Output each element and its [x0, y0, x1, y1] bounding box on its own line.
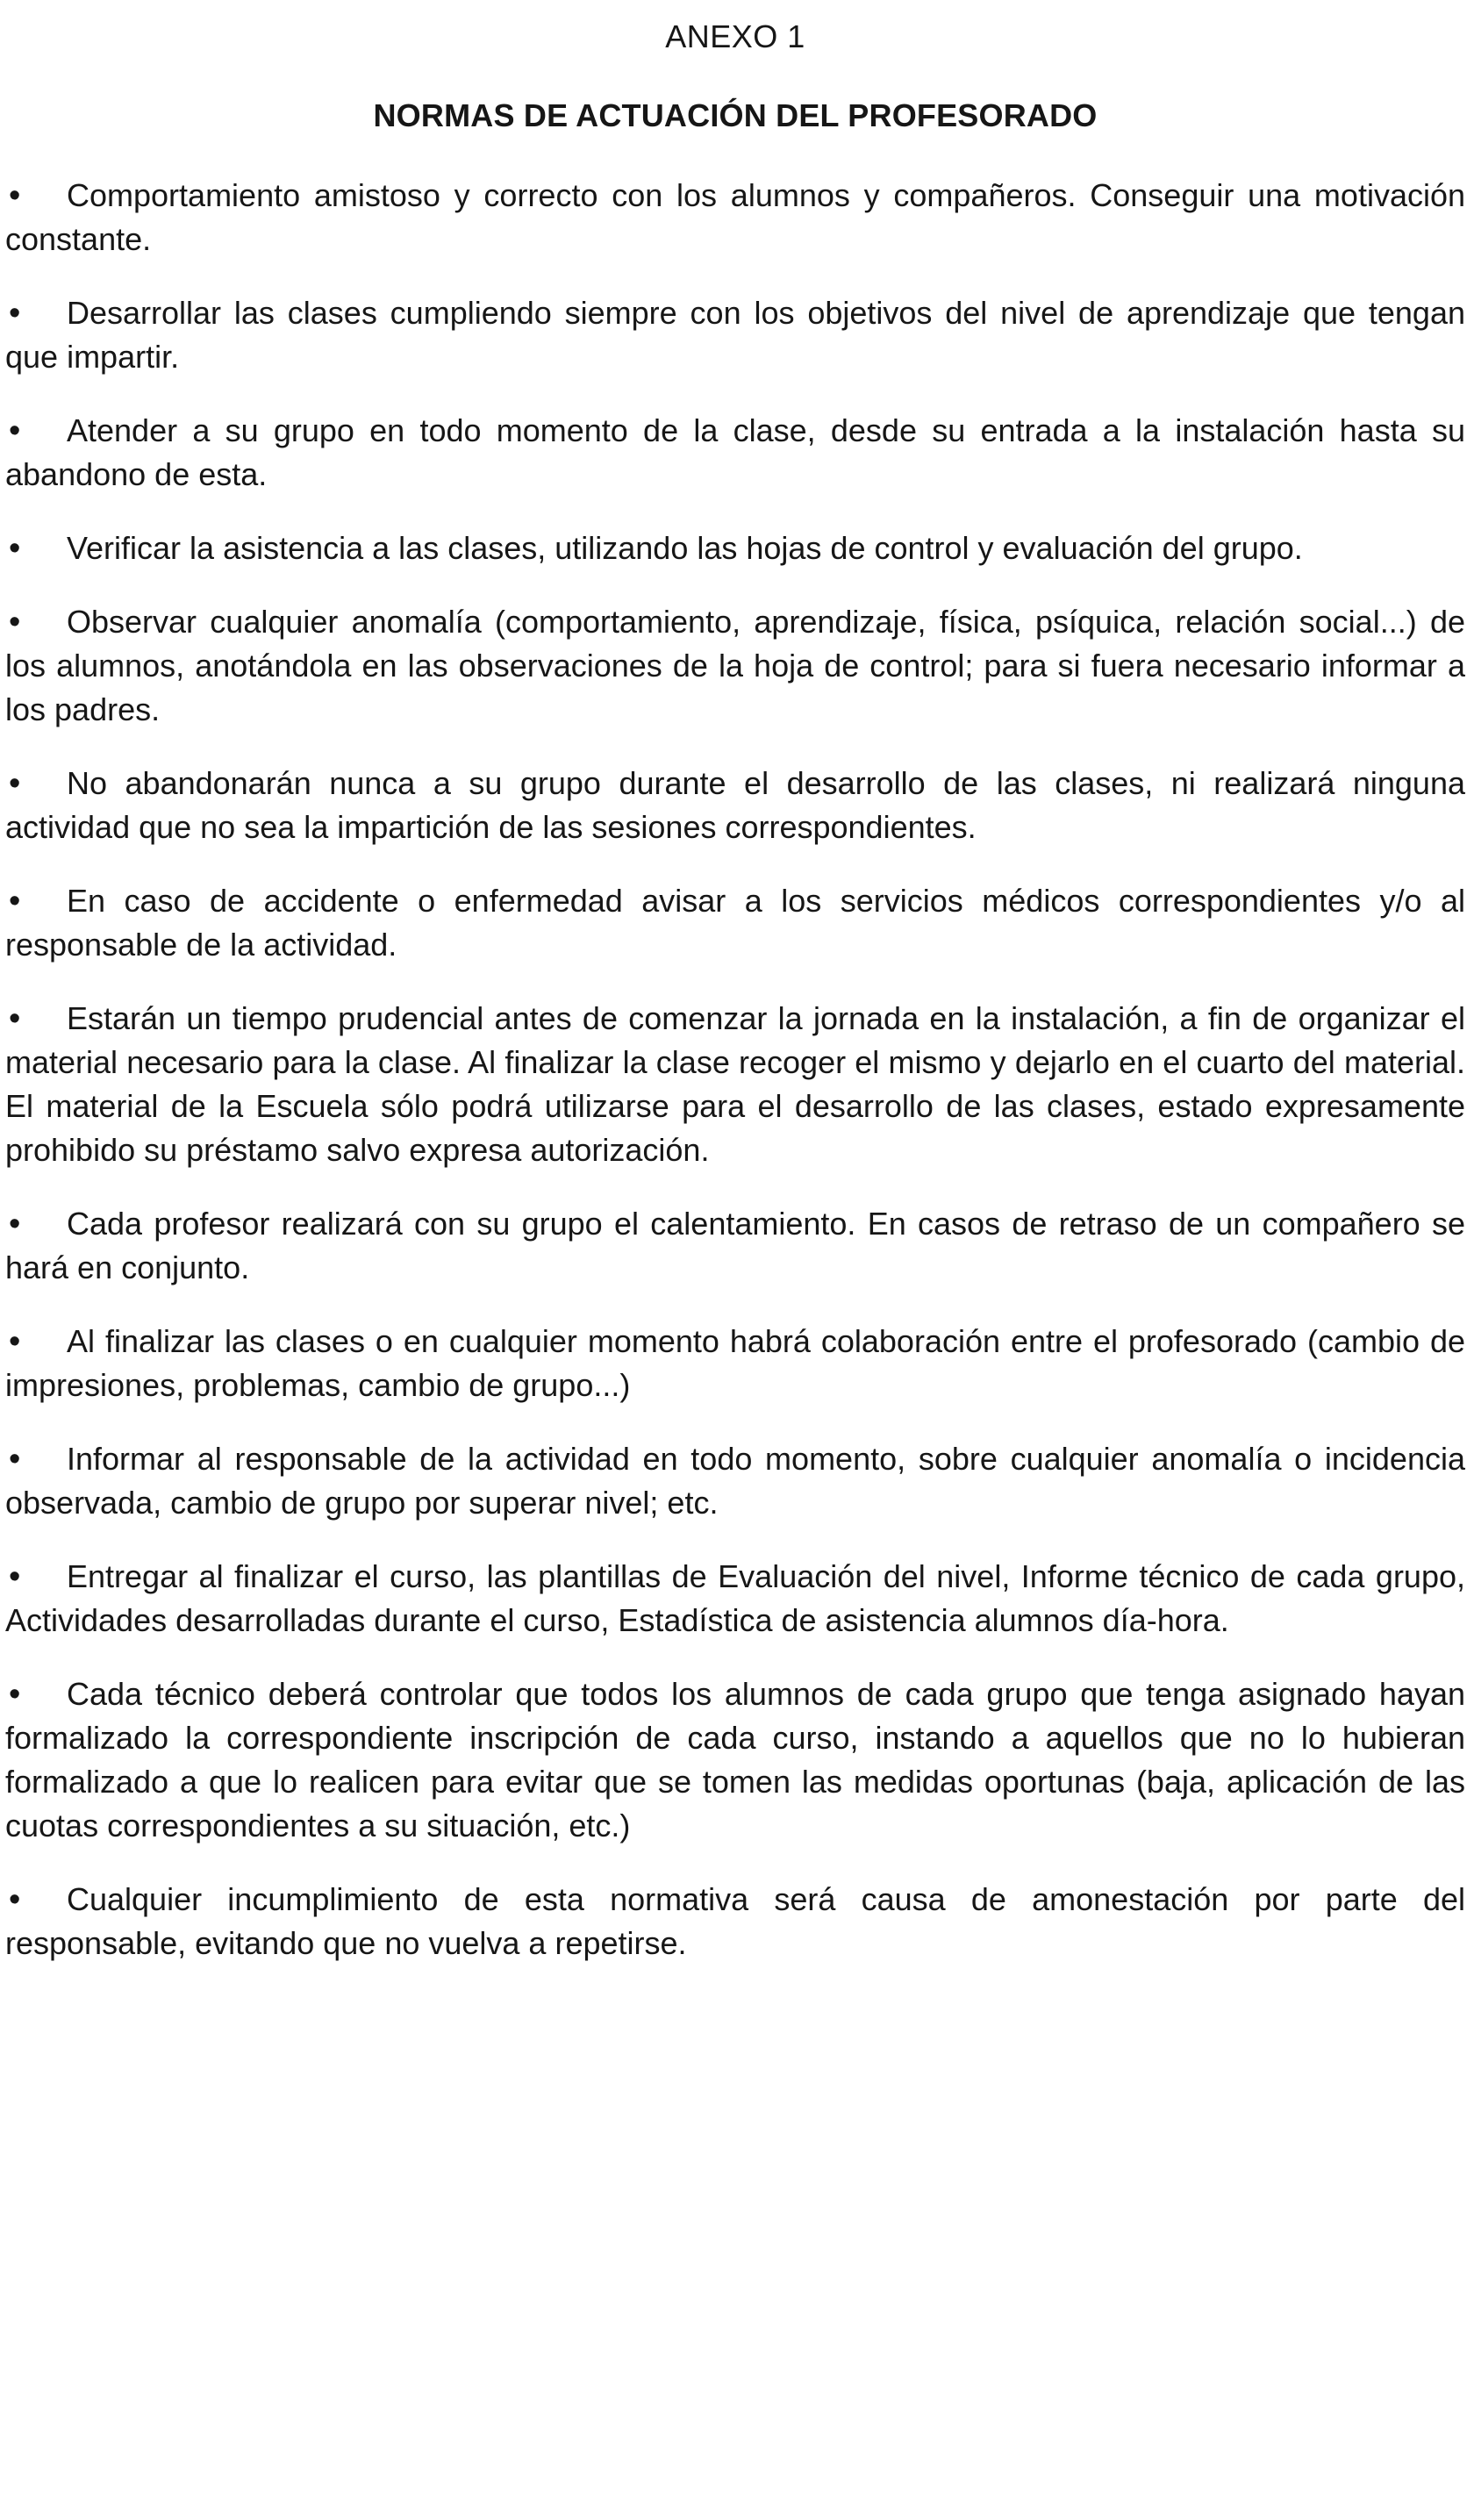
rule-item: [5, 1202, 1465, 1290]
bullet-marker: •: [9, 1881, 21, 1918]
bullet-marker: •: [9, 1323, 21, 1360]
bullet-marker: •: [9, 1206, 21, 1242]
bullet-marker: •: [9, 604, 21, 641]
rules-list: [5, 174, 1465, 1965]
rule-item: [5, 1437, 1465, 1525]
document-header: [5, 18, 1465, 135]
bullet-marker: •: [9, 295, 21, 332]
rule-item: [5, 409, 1465, 497]
bullet-marker: •: [9, 1676, 21, 1713]
rule-text: Cada técnico deberá controlar que todos los alumnos de cada grupo que tenga asignado hayan formalizado la correspondiente inscripción de cada curso, instando a aquellos que no lo hubieran formalizado a que lo realicen para evitar que se tomen las medidas oportunas (baja, aplicación de las cuotas correspondientes a su situación, etc.): [5, 1676, 1465, 1843]
bullet-marker: •: [9, 1558, 21, 1595]
rule-text: Atender a su grupo en todo momento de la clase, desde su entrada a la instalación hasta su abandono de esta.: [5, 412, 1465, 492]
rule-text: Informar al responsable de la actividad en todo momento, sobre cualquier anomalía o incidencia observada, cambio de grupo por superar nivel; etc.: [5, 1441, 1465, 1521]
rule-text: Entregar al finalizar el curso, las plantillas de Evaluación del nivel, Informe técnico de cada grupo, Actividades desarrolladas durante el curso, Estadística de asistencia alumnos día-hora.: [5, 1558, 1465, 1638]
rule-text: Al finalizar las clases o en cualquier momento habrá colaboración entre el profesorado (cambio de impresiones, problemas, cambio de grupo...): [5, 1323, 1465, 1403]
rule-text: Cualquier incumplimiento de esta normativa será causa de amonestación por parte del responsable, evitando que no vuelva a repetirse.: [5, 1881, 1465, 1961]
section-heading: NORMAS DE ACTUACIÓN DEL PROFESORADO: [373, 97, 1098, 133]
rule-text: Estarán un tiempo prudencial antes de comenzar la jornada en la instalación, a fin de organizar el material necesario para la clase. Al finalizar la clase recoger el mismo y dejarlo en el cuarto del material. El material de la Escuela sólo podrá utilizarse para el desarrollo de las clases, estado expresamente prohibido su préstamo salvo expresa autorización.: [5, 1000, 1465, 1168]
rule-text: Cada profesor realizará con su grupo el calentamiento. En casos de retraso de un compañero se hará en conjunto.: [5, 1206, 1465, 1285]
rule-text: Desarrollar las clases cumpliendo siempre con los objetivos del nivel de aprendizaje que tengan que impartir.: [5, 295, 1465, 375]
rule-text: Verificar la asistencia a las clases, utilizando las hojas de control y evaluación del grupo.: [67, 530, 1303, 566]
bullet-marker: •: [9, 1441, 21, 1478]
bullet-marker: •: [9, 1000, 21, 1037]
rule-item: [5, 600, 1465, 732]
bullet-marker: •: [9, 412, 21, 449]
rule-item: [5, 762, 1465, 849]
rule-item: [5, 291, 1465, 379]
rule-text: Comportamiento amistoso y correcto con los alumnos y compañeros. Conseguir una motivación constante.: [5, 177, 1465, 257]
bullet-marker: •: [9, 765, 21, 802]
rule-item: [5, 997, 1465, 1172]
rule-item: [5, 1320, 1465, 1407]
page-title: ANEXO 1: [665, 18, 805, 54]
rule-item: [5, 526, 1465, 570]
bullet-marker: •: [9, 530, 21, 567]
rule-text: En caso de accidente o enfermedad avisar a los servicios médicos correspondientes y/o al responsable de la actividad.: [5, 883, 1465, 963]
rule-item: [5, 1555, 1465, 1643]
rule-text: No abandonarán nunca a su grupo durante el desarrollo de las clases, ni realizará ninguna actividad que no sea la impartición de las sesiones correspondientes.: [5, 765, 1465, 845]
rule-item: [5, 879, 1465, 967]
bullet-marker: •: [9, 883, 21, 920]
rule-item: [5, 174, 1465, 261]
bullet-marker: •: [9, 177, 21, 214]
rule-text: Observar cualquier anomalía (comportamiento, aprendizaje, física, psíquica, relación social...) de los alumnos, anotándola en las observaciones de la hoja de control; para si fuera necesario informar a los padres.: [5, 604, 1465, 727]
rule-item: [5, 1878, 1465, 1965]
rule-item: [5, 1672, 1465, 1848]
